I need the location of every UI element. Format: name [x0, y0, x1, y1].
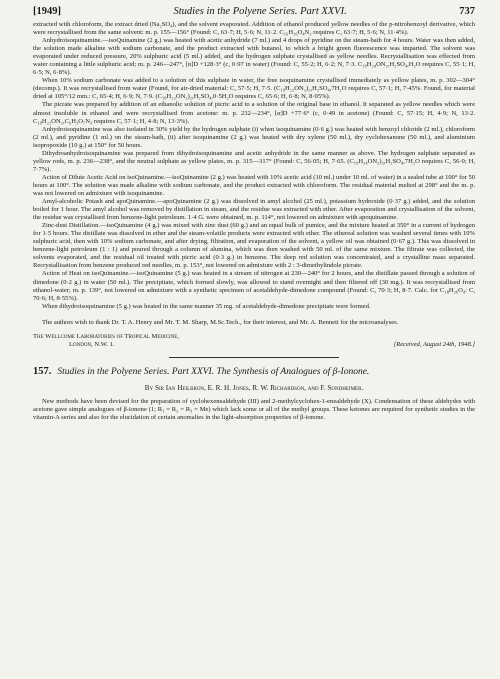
abstract [33, 398, 475, 422]
abstract-paragraph: New methods have been devised for the preparation of cyclohexenealdehyde (III) and 2-methylcyclohex-1-enealdehyde (X). Condensation of these aldehydes with acetone gave simple analogues of β-ionone (1; R₁ = R₂ = R₃ = Me) which lack some or all of the methyl groups. These ketones are required for synthetic studies in the vitamin-A series and also for the elucidation of certain anomalies in the light-absorption properties of β-ionone. [33, 398, 475, 422]
lab-address: London, N.W. 1. [69, 341, 115, 349]
paragraph: Anhydroisoquinamine was also isolated in 30% yield by the hydrogen sulphate (i) when isoquinamine (0·6 g.) was heated with benzoyl chloride (2 ml.), chloroform (2 ml.), and pyridine (1 ml.) on the steam-bath, (ii) after isoquinamine (2 g.) was heated with dry xylene (50 ml.), dry cyclohexanone (50 ml.), and aluminium isopropoxide (10 g.) at 150° for 50 hours. [33, 125, 475, 149]
page [33, 6, 475, 422]
paragraph: The picrate was prepared by addition of an ethanolic solution of picric acid to a solution of the original base in ethanol. It separated as yellow needles which were almost insoluble in ethanol and were recrystallised from acetone: m. p. 232—234°, [α]D +77·6° (c, 0·49 in acetone) (Found: C, 57·15; H, 4·9; N, 13·2. C₁₉H₂₂ON₂,C₆H₃O₇N₃ requires C, 57·1; H, 4·8; N, 13·3%). [33, 101, 475, 125]
paragraph: When 10% sodium carbonate was added to a solution of this sulphate in water, the free isoquinamine crystallised immediately as yellow plates, m. p. 302—304° (decomp.). It was recrystallised from water (Found, for air-dried material: C, 57·5; H, 7·5. (C₁₉H₂₂ON₂)₂,H₂SO₄,7H₂O requires C, 57·1; H, 7·45%. Found, for material dried at 105°/12 mm.: C, 65·4; H, 6·9; N, 7·9. (C₁₉H₂₂ON₂)₂,H₂SO₄,0·5H₂O requires C, 65·6; H, 6·8; N, 8·05%). [33, 77, 475, 101]
lab-name: The Wellcome Laboratories of Tropical Medicine, [33, 332, 179, 340]
paragraph: When dihydroisoquinamine (5 g.) was heated in the same manner 35 mg. of acetaldehyde-dimedone precipitate were formed. [42, 302, 371, 310]
laboratory-block [33, 333, 475, 349]
article-authors: By Sir Ian Heilbron, E. R. H. Jones, R. W. Richardson, and F. Sondheimer. [144, 384, 364, 393]
running-header [33, 6, 475, 17]
paragraph: Amyl-alcoholic Potash and apoQuinamine.—apoQuinamine (2 g.) was dissolved in amyl alcohol (25 ml.), potassium hydroxide (0·37 g.) added, and the solution boiled for 1 hour. The amyl alcohol was removed by distillation in steam, and the residue was extracted with ether. After evaporation and crystallisation of the solvent, the residue was crystallised from benzene-light petroleum. 1·4 G. were obtained, m. p. 114°, not lowered on admixture with apoquinamine. [33, 198, 475, 222]
paragraph: Anhydroisoquinamine.—isoQuinamine (2 g.) was heated with acetic anhydride (7 ml.) and 4 drops of pyridine on the steam-bath for 4 hours. Water was then added, the solution made alkaline with sodium carbonate, and the product extracted with butanol, to which a bright green fluorescence was imparted. The solvent was evaporated under reduced pressure, 20% sulphuric acid (5 ml.) added, and the hydrogen sulphate crystallised as yellow needles. Recrystallisation was effected from water containing a little sulphuric acid; m. p. 246—247°, [α]D +128·3° (c, 0·97 in water) (Found: C, 55·2; H, 6·2; N, 7·3. C₁₉H₂₄ON₂,H₂SO₄,H₂O requires C, 55·1; H, 6·5; N, 6·8%). [33, 37, 475, 77]
article-title: Studies in the Polyene Series. Part XXVI. The Synthesis of Analogues of β-Ionone. [57, 367, 370, 378]
paragraph: Action of Heat on isoQuinamine.—isoQuinamine (5 g.) was heated in a stream of nitrogen at 230—240° for 2 hours, and the distillate passed through a solution of dimedone (0·2 g.) in water (50 ml.). The precipitate, which formed slowly, was allowed to stand overnight and then filtered off (30 mg.). It was recrystallised from ethanol-water; m. p. 139°, not lowered on admixture with a synthetic specimen of acetaldehyde-dimedone compound (Found: C, 70·3; H, 8·7. Calc. for C₁₈H₂₆O₄: C, 70·6; H, 8·55%). [33, 270, 475, 302]
paragraph: Action of Dilute Acetic Acid on isoQuinamine.—isoQuinamine (2 g.) was heated with 10% acetic acid (10 ml.) under 10 ml. of water) in a sealed tube at 100° for 50 hours at 100°. The solution was made alkaline with sodium carbonate, and the product extracted with chloroform. The residual material melted at 298° and the m. p. was not lowered on admixture with isoquinamine. [33, 173, 475, 197]
received-date: [Received, August 24th, 1948.] [393, 341, 475, 349]
page-year: [1949] [33, 6, 61, 17]
experimental-body [33, 21, 475, 311]
article-heading [33, 366, 475, 378]
article-number: 157. [33, 366, 52, 378]
paragraph: Zinc-dust Distillation.—isoQuinamine (4 g.) was mixed with zinc dust (60 g.) and an equal bulk of pumice, and the mixture heated at 350° in a current of hydrogen for 1·5 hours. The distillate was dissolved in ether and the steam-volatile products were extracted with ether. The ethereal solution was washed several times with 10% sulphuric acid, then with 10% sodium carbonate, and after drying, filtration, and evaporation of the solvent, a yellow oil was obtained (0·67 g.). This was dissolved in benzene-light petroleum (1 : 1) and poured through a column of alumina, which was then washed with 50 ml. of the same mixture. The filtrate was collected, the solvents evaporated, and the residual oil treated with picric acid (0·3 g.) in benzene. The deep red solution was concentrated, and a crystalline mass separated. Recrystallisation from benzene produced red needles, m. p. 153°, not lowered on admixture with 2 : 3-dimethylindole picrate. [33, 222, 475, 270]
paragraph: Dihydroanhydroisoquinamine was prepared from dihydroisoquinamine and acetic anhydride in the same manner as above. The hydrogen sulphate separated as yellow rods, m. p. 236—238°, and the neutral sulphate as yellow plates, m. p. 315—317° (Found: C, 56·05; H, 7·65. (C₁₉H₂₄ON₂)₂,H₂SO₄,7H₂O requires C, 56·0; H, 7·7%). [33, 149, 475, 173]
acknowledgement: The authors wish to thank Dr. T. A. Henry and Mr. T. M. Sharp, M.Sc.Tech., for their interest, and Mr. A. Bennett for the microanalyses. [42, 318, 399, 326]
divider [169, 357, 339, 358]
page-number: 737 [459, 6, 475, 17]
paragraph: extracted with chloroform, the extract dried (Na₂SO₄), and the solvent evaporated. Addition of ethanol produced yellow needles of the p-nitrobenzoyl derivative, which were recrystallised from the same solvent: m. p. 155—156° (Found: C, 63·7; H, 5·6; N, 11·2. C₁₆H₁₆O₄N₂ requires C, 63·7; H, 5·6; N, 11·4%). [33, 21, 475, 37]
running-title: Studies in the Polyene Series. Part XXVI. [173, 6, 347, 17]
